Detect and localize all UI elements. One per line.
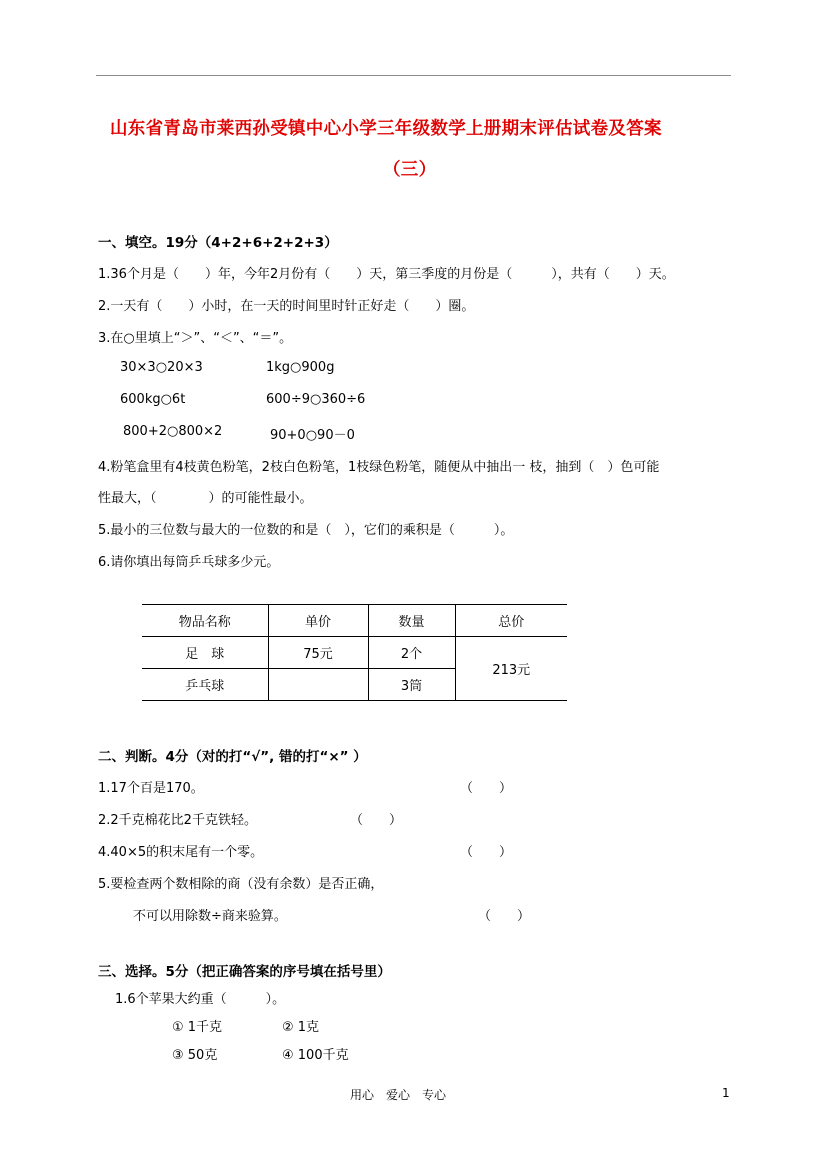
answer-paren: （ ） [460,781,513,796]
choice-option: ④ 100千克 [282,1048,349,1063]
compare-item: 30×3○20×3 [120,360,203,375]
compare-item: 800+2○800×2 [123,424,223,439]
question-1-4-line1: 4.粉笔盒里有4枝黄色粉笔，2枝白色粉笔，1枝绿色粉笔，随便从中抽出一 枝，抽到（ ）色可能 [98,460,660,475]
answer-paren: （ ） [460,845,513,860]
footer-motto: 用心 爱心 专心 [350,1088,447,1102]
question-1-1: 1.36个月是（ ）年，今年2月份有（ ）天，第三季度的月份是（ ），共有（ ）天。 [98,267,675,282]
table-header-cell: 物品名称 [142,605,268,637]
compare-item: 600÷9○360÷6 [266,392,366,407]
table-cell [268,669,368,701]
table-cell: 足 球 [142,637,268,669]
choice-option: ③ 50克 [172,1048,218,1063]
document-subtitle: （三） [383,160,437,180]
table-header-cell: 数量 [368,605,455,637]
table-cell: 75元 [268,637,368,669]
table-total-cell: 213元 [455,637,567,701]
section-2-heading: 二、判断。4分（对的打“√”, 错的打“×” ） [98,749,367,765]
question-1-5: 5.最小的三位数与最大的一位数的和是（ ），它们的乘积是（ ）。 [98,523,514,538]
table-cell: 乒乓球 [142,669,268,701]
table-header-cell: 总价 [455,605,567,637]
document-title: 山东省青岛市莱西孙受镇中心小学三年级数学上册期末评估试卷及答案 [110,119,662,139]
section-3-heading: 三、选择。5分（把正确答案的序号填在括号里） [98,964,391,980]
question-1-3: 3.在○里填上“＞”、“＜”、“＝”。 [98,331,293,346]
answer-paren: （ ） [350,813,403,828]
page-number: 1 [722,1086,730,1100]
answer-paren: （ ） [478,909,531,924]
question-1-6: 6.请你填出每筒乒乓球多少元。 [98,555,280,570]
table-cell: 3筒 [368,669,455,701]
question-2-4-line2: 不可以用除数÷商来验算。 [133,909,287,924]
table-row [142,637,567,669]
header-rule [96,75,731,76]
question-1-4-line2: 性最大，（ ）的可能性最小。 [98,491,313,506]
table-header-row [142,605,567,637]
price-table [142,604,567,701]
table-cell: 2个 [368,637,455,669]
question-3-1: 1.6个苹果大约重（ ）。 [115,992,286,1007]
compare-item: 1kg○900g [266,360,335,375]
question-2-2: 2.2千克棉花比2千克铁轻。 [98,813,257,828]
question-2-1: 1.17个百是170。 [98,781,204,796]
question-2-4-line1: 5.要检查两个数相除的商（没有余数）是否正确， [98,877,384,892]
compare-item: 600kg○6t [120,392,186,407]
choice-option: ② 1克 [282,1020,320,1035]
choice-option: ① 1千克 [172,1020,223,1035]
question-2-3: 4.40×5的积末尾有一个零。 [98,845,264,860]
compare-item: 90+0○90－0 [270,428,355,443]
table-header-cell: 单价 [268,605,368,637]
section-1-heading: 一、填空。19分（4+2+6+2+2+3） [98,235,338,251]
question-1-2: 2.一天有（ ）小时，在一天的时间里时针正好走（ ）圈。 [98,299,475,314]
